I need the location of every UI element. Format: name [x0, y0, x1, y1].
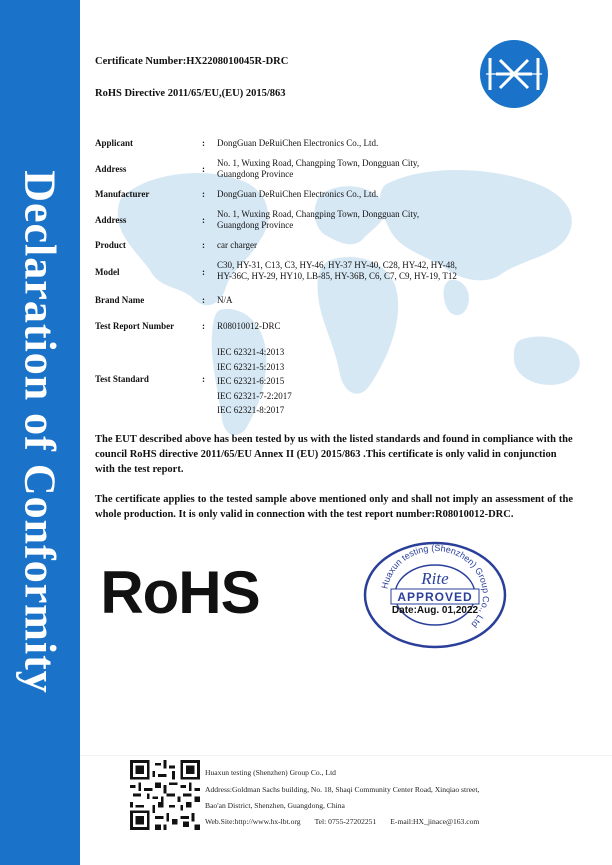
validity-statement: The certificate applies to the tested sample above mentioned only and shall not imply an assessment of the whole production. It is only valid in connection with the test report number:R08010012-DRC. — [95, 494, 573, 520]
standard-item: IEC 62321-8:2017 — [217, 405, 285, 415]
footer-company: Huaxun testing (Shenzhen) Group Co., Ltd — [205, 768, 336, 777]
footer-address-1: Address:Goldman Sachs building, No. 18, Shaqi Community Center Road, Xinqiao street, — [205, 785, 480, 794]
field-colon: : — [202, 189, 205, 199]
field-value: DongGuan DeRuiChen Electronics Co., Ltd. — [217, 189, 379, 199]
footer-email[interactable]: E-mail:HX_jinace@163.com — [390, 817, 480, 826]
certificate-number: Certificate Number:HX2208010045R-DRC — [95, 56, 289, 67]
sidebar-band — [0, 0, 80, 865]
field-label: Product — [95, 240, 126, 250]
address-line-1: No. 1, Wuxing Road, Changping Town, Dongguan City, — [217, 158, 420, 168]
field-value — [217, 158, 517, 180]
field-colon: : — [202, 295, 205, 305]
standard-item: IEC 62321-6:2015 — [217, 376, 285, 386]
rohs-mark-text: RoHS — [100, 559, 260, 626]
field-colon: : — [202, 215, 205, 225]
field-label: Brand Name — [95, 295, 145, 305]
address-line-2: Guangdong Province — [217, 169, 294, 179]
field-label: Manufacturer — [95, 189, 150, 199]
footer-telephone: Tel: 0755-27202251 — [314, 817, 377, 826]
field-value — [217, 209, 517, 231]
field-value: R08010012-DRC — [217, 321, 281, 331]
field-value — [217, 260, 547, 282]
stamp-signature: Rite — [421, 569, 449, 588]
standard-item: IEC 62321-7-2:2017 — [217, 390, 292, 401]
field-colon: : — [202, 321, 205, 331]
footer-address-2: Bao'an District, Shenzhen, Guangdong, China — [205, 801, 345, 810]
qr-code-icon — [130, 760, 200, 830]
field-label: Test Report Number — [95, 321, 175, 331]
field-value: DongGuan DeRuiChen Electronics Co., Ltd. — [217, 138, 379, 148]
field-colon: : — [202, 240, 205, 250]
address-line-2: Guangdong Province — [217, 220, 294, 230]
address-line-1: No. 1, Wuxing Road, Changping Town, Dongguan City, — [217, 209, 420, 219]
field-colon: : — [202, 374, 205, 384]
field-label: Address — [95, 215, 127, 225]
rohs-mark — [95, 545, 265, 640]
field-colon: : — [202, 164, 205, 174]
approval-stamp — [355, 540, 515, 650]
standard-item: IEC 62321-4:2013 — [217, 347, 285, 357]
model-line-1: C30, HY-31, C13, C3, HY-46, HY-37 HY-40, C28, HY-42, HY-48, — [217, 260, 458, 270]
hx-logo-icon — [478, 38, 550, 110]
field-label: Applicant — [95, 138, 134, 148]
stamp-approved: APPROVED — [397, 590, 473, 604]
field-label: Test Standard — [95, 374, 149, 384]
standard-item: IEC 62321-5:2013 — [217, 361, 285, 372]
model-line-2: HY-36C, HY-29, HY10, LB-85, HY-36B, C6, C7, C9, HY-19, T12 — [217, 271, 457, 281]
document-title: Declaration of Conformity — [15, 170, 65, 694]
compliance-statement: The EUT described above has been tested by us with the listed standards and found in compliance with the council RoHS directive 2011/65/EU Annex II (EU) 2015/863 .This certificate is only valid in conjunction with the test report. — [95, 434, 573, 475]
field-value: N/A — [217, 295, 233, 305]
field-label: Address — [95, 164, 127, 174]
footer-contact — [205, 817, 479, 826]
footer-website[interactable]: Web.Site:http://www.hx-lbt.org — [205, 817, 301, 826]
field-colon: : — [202, 267, 205, 277]
stamp-date: Date:Aug. 01,2022 — [391, 605, 479, 616]
field-colon: : — [202, 138, 205, 148]
field-value: car charger — [217, 240, 258, 250]
stamp-ring-text: Huaxun testing (Shenzhen) Group Co., Ltd — [379, 542, 492, 630]
footer-divider — [80, 755, 612, 756]
field-label: Model — [95, 267, 120, 277]
directive-line: RoHS Directive 2011/65/EU,(EU) 2015/863 — [95, 88, 286, 99]
